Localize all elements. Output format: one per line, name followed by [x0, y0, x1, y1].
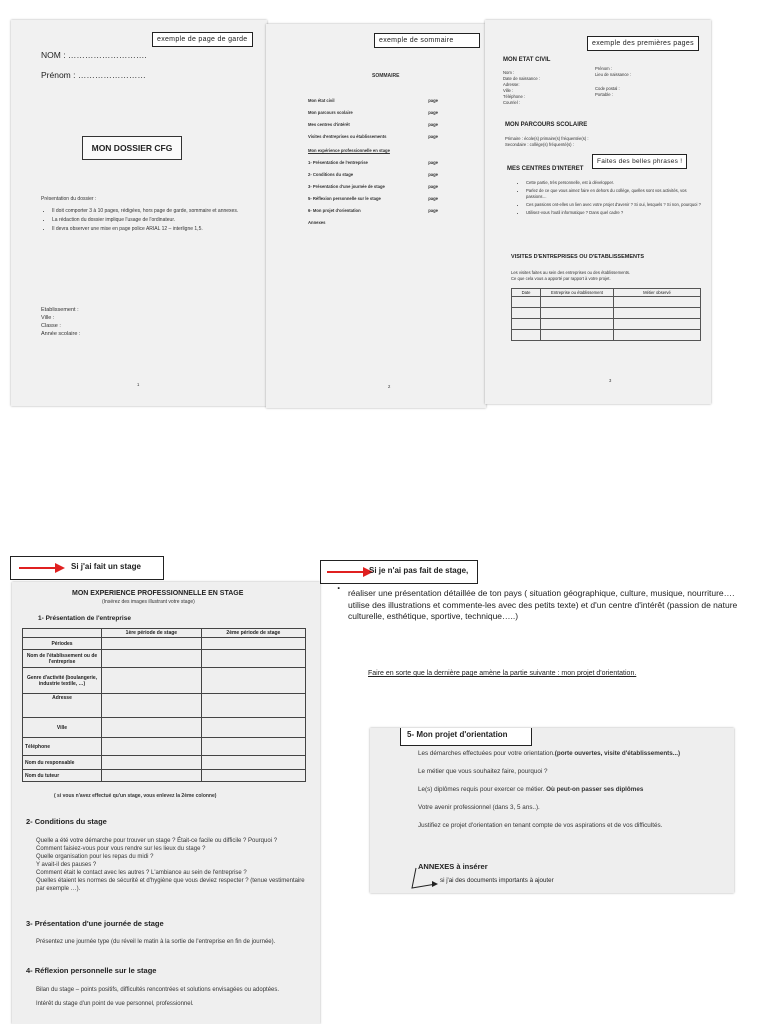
nostage-text: réaliser une présentation détaillée de ton pays ( situation géographique, culture, musique, nourriture…. utilise des illustrations et commente-les avec des petits texte) et d'un centre d'intérêt (passion de nature culturelle, esthétique, sportive, technique…..)	[348, 588, 738, 621]
page-number: 2	[388, 384, 391, 389]
sommaire-entry: Mon parcours scolaire page	[308, 110, 438, 115]
orientation-title-box: 5- Mon projet d'orientation	[400, 728, 532, 746]
nostage-label: Si je n'ai pas fait de stage,	[369, 566, 469, 575]
sommaire-entry: Mes centres d'intérêt page	[308, 122, 438, 127]
page-number: 3	[609, 378, 612, 383]
table-header: Date	[512, 289, 541, 297]
school-fields	[41, 306, 80, 338]
sommaire-entry: Visites d'entreprises ou établissements page	[308, 134, 438, 139]
interet-heading: MES CENTRES D'INTERET	[507, 166, 584, 172]
sommaire-sheet	[266, 24, 486, 408]
table-row-label: Ville	[23, 718, 102, 738]
annexes-heading: ANNEXES à insérer	[418, 862, 488, 871]
stage-sec2-text: Quelle a été votre démarche pour trouver un stage ? Était-ce facile ou difficile ? Pourquoi ? Comment faisiez-vous pour vous rendre sur les lieux du stage ? Quelle organisation pour les repas du midi ? Y avait-il des pauses ? Comment était le contact avec les autres ? L'ambiance au sein de l'entreprise ? Quelles étaient les normes de sécurité et d'hygiène que vous deviez respecter ? (tenue vestimentaire par exemple …).	[36, 838, 305, 892]
etat-civil-right: Prénom : Lieu de naissance : Code postal : Portable :	[595, 66, 632, 97]
stage-sec3-text: Présentez une journée type (du réveil le matin à la sortie de l'entreprise en fin de journée).	[36, 939, 276, 945]
corner-arrow-icon	[410, 866, 440, 892]
orientation-lines: Les démarches effectuées pour votre orientation.(porte ouvertes, visite d'établissements...) Le métier que vous souhaitez faire, pourquoi ? Le(s) diplômes requis pour exercer ce métier. Où peut-on passer ses diplômes Votre avenir professionnel (dans 3, 5 ans..). Justifiez ce projet d'orientation en tenant compte de vos aspirations et de vos difficultés.	[418, 750, 681, 829]
page-garde-tag: exemple de page de garde	[152, 32, 253, 47]
sommaire-entry: 5- Réflexion personnelle sur le stage page	[308, 196, 438, 201]
sommaire-subheading: Mon expérience professionnelle en stage	[308, 148, 390, 153]
table-header: 2ème période de stage	[201, 629, 305, 638]
field-etablissement: Etablissement :	[41, 307, 79, 313]
sommaire-entry: 3- Présentation d'une journée de stage page	[308, 184, 438, 189]
stage-sec2: 2- Conditions du stage	[26, 817, 107, 826]
sommaire-entry: 6- Mon projet d'orientation page	[308, 208, 438, 213]
red-arrow-icon	[17, 561, 67, 575]
entreprise-table	[22, 628, 306, 782]
presentation-item: • Il doit comporter 3 à 10 pages, rédigées, hors page de garde, sommaire et annexes.	[52, 208, 242, 215]
visites-table	[511, 288, 701, 341]
presentation-heading: Présentation du dossier :	[41, 196, 97, 202]
table-row-label: Téléphone	[23, 738, 102, 756]
field-ville: Ville :	[41, 315, 55, 321]
parcours-heading: MON PARCOURS SCOLAIRE	[505, 122, 588, 128]
sommaire-entry: Mon état civil page	[308, 98, 438, 103]
nostage-bullet: ·	[337, 581, 341, 595]
presentation-item: • La rédaction du dossier implique l'usage de l'ordinateur.	[52, 217, 242, 224]
etat-civil-heading: MON ETAT CIVIL	[503, 57, 551, 63]
sommaire-entry: 2- Conditions du stage page	[308, 172, 438, 177]
table-header: 1ère période de stage	[102, 629, 202, 638]
sommaire-annexes: Annexes	[308, 220, 326, 225]
sommaire-entry: 1- Présentation de l'entreprise page	[308, 160, 438, 165]
nom-field: NOM : ……………………….	[41, 50, 147, 60]
stage-title: MON EXPERIENCE PROFESSIONNELLE EN STAGE	[72, 590, 244, 597]
table-row-label: Périodes	[23, 638, 102, 650]
interet-list: • Cette partie, très personnelle, est à développer. • Parlez de ce que vous aimez faire en dehors du collège, quelles sont vos activités, vos passions… • Ces passions ont-elles un lien avec votre projet d'avenir ? Si oui, lesquels ? Si non, pourquoi ? • Utilisez-vous l'outil informatique ? Dans quel cadre ?	[517, 180, 706, 218]
stage-sec4-text: Bilan du stage – points positifs, difficultés rencontrées et solutions envisagées ou adoptées. Intérêt du stage d'un point de vue personnel, professionnel.	[36, 987, 280, 1007]
parcours-lines: Primaire : école(s) primaire(s) fréquentée(s) : Secondaire : collège(s) fréquenté(s) :	[505, 136, 589, 147]
table-row-label: Genre d'activité (boulangerie, industrie textile, …)	[23, 668, 102, 694]
nostage-label-box	[320, 560, 478, 584]
annexes-note: si j'ai des documents importants à ajouter	[440, 877, 554, 884]
presentation-item: • Il devra observer une mise en page police ARIAL 12 – interligne 1,5.	[52, 226, 242, 233]
stage-sec1: 1- Présentation de l'entreprise	[38, 615, 131, 622]
table-row-label: Nom de l'établissement ou de l'entreprise	[23, 650, 102, 668]
stage-note: ( si vous n'avez effectué qu'un stage, vous enlevez la 2ème colonne)	[54, 793, 217, 799]
visites-heading: VISITES D'ENTREPRISES OU D'ETABLISSEMENTS	[511, 254, 645, 260]
orientation-sheet	[370, 728, 734, 893]
link-text: Faire en sorte que la dernière page amène la partie suivante : mon projet d'orientation.	[368, 670, 637, 677]
sommaire-list	[308, 98, 438, 226]
premieres-pages-sheet	[485, 20, 711, 404]
field-classe: Classe :	[41, 323, 61, 329]
page-number: 1	[137, 382, 140, 387]
dossier-title: MON DOSSIER CFG	[82, 136, 182, 160]
stage-sheet	[12, 582, 320, 1024]
presentation-list	[43, 208, 242, 235]
interet-tag: Faites des belles phrases !	[592, 154, 687, 169]
visites-lines: Les visites faites au sein des entreprises ou des établissements. Ce que cela vous a apporté par rapport à votre projet.	[511, 270, 631, 281]
stage-label-box	[10, 556, 164, 580]
prenom-field: Prénom : ……………………	[41, 70, 146, 80]
stage-sec3: 3- Présentation d'une journée de stage	[26, 919, 164, 928]
table-header: Entreprise ou établissement	[541, 289, 614, 297]
table-row-label: Adresse	[23, 694, 102, 718]
sommaire-title: SOMMAIRE	[372, 73, 400, 79]
table-header: Métier observé	[614, 289, 701, 297]
stage-label: Si j'ai fait un stage	[71, 562, 141, 571]
sommaire-tag: exemple de sommaire	[374, 33, 480, 48]
premieres-pages-tag: exemple des premières pages	[587, 36, 699, 51]
etat-civil-left: Nom : Date de naissance : Adresse: Ville : Téléphone : Courriel :	[503, 70, 541, 105]
field-annee: Année scolaire :	[41, 331, 81, 337]
table-row-label: Nom du responsable	[23, 756, 102, 770]
stage-sec4: 4- Réflexion personnelle sur le stage	[26, 966, 157, 975]
table-row-label: Nom du tuteur	[23, 770, 102, 782]
page-garde-sheet	[11, 20, 267, 406]
stage-subtitle: (Insérez des images illustrant votre stage)	[102, 599, 195, 605]
red-arrow-icon	[325, 565, 375, 579]
